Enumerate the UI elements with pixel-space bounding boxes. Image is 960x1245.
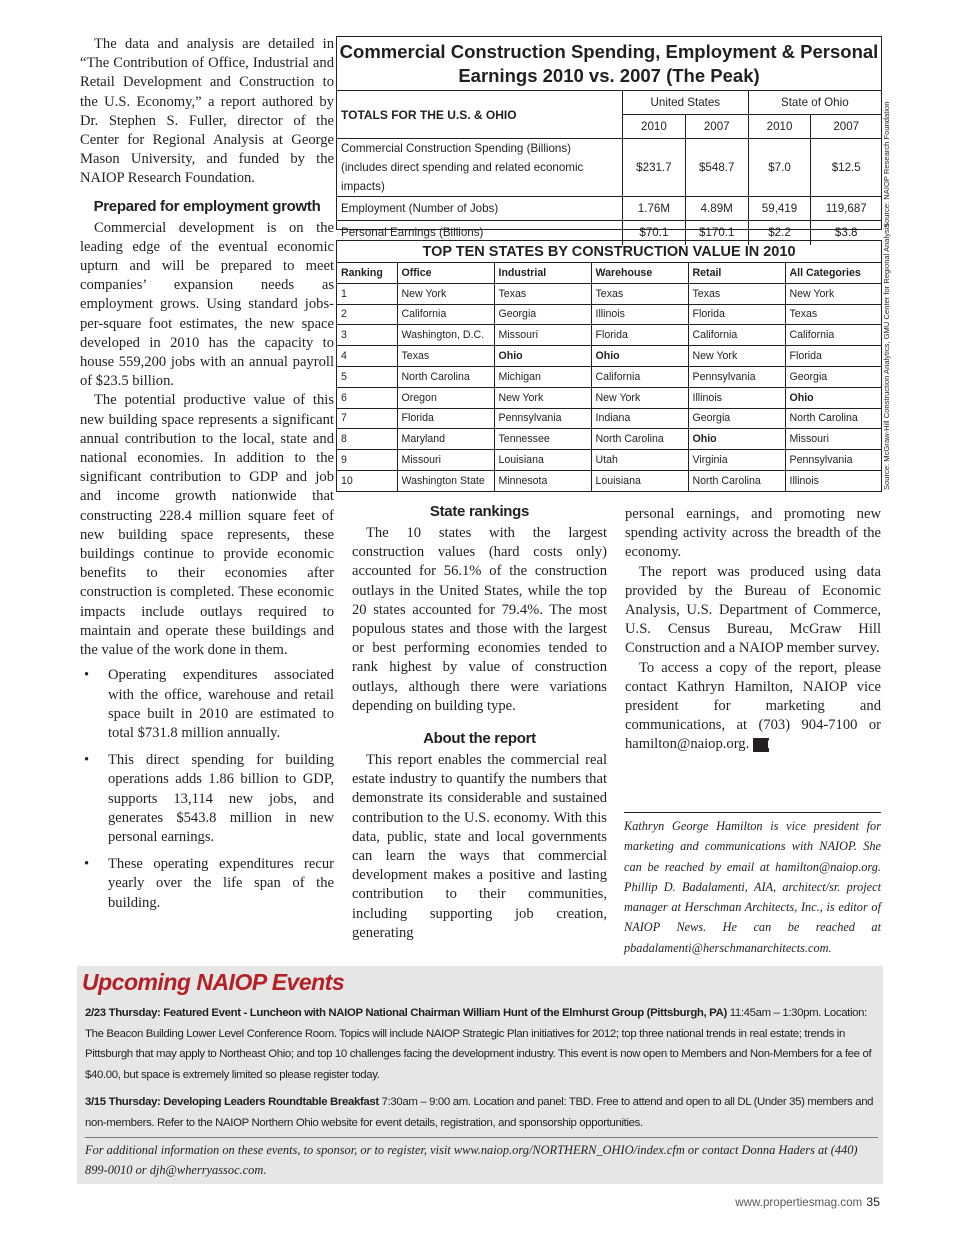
heading-state-rankings: State rankings (429, 503, 530, 520)
table-cell: 119,687 (811, 197, 881, 221)
paragraph: The report was produced using data provided by the Bureau of Economic Analysis, U.S. Department of Commerce, U.S. Census Bureau, McGraw Hill Construction and a NAIOP member survey. (625, 563, 881, 657)
table-row: 8 Maryland Tennessee North Carolina Ohio Missouri (337, 429, 881, 450)
table-cell: $548.7 (685, 139, 748, 197)
table-cell: $170.1 (685, 221, 748, 245)
row-label: Commercial Construction Spending (Billions) (341, 142, 572, 155)
year-header: 2007 (811, 115, 881, 139)
divider (85, 1137, 878, 1138)
heading-about-report: About the report (423, 730, 536, 748)
top-ten-states-table (336, 240, 882, 492)
table-title: TOP TEN STATES BY CONSTRUCTION VALUE IN 2010 (337, 241, 881, 263)
spending-employment-table (336, 36, 882, 240)
table-row: 2 California Georgia Illinois Florida Texas (337, 304, 881, 325)
group-header-us: United States (623, 91, 749, 115)
paragraph: personal earnings, and promoting new spending activity across the breadth of the economy. (625, 506, 881, 561)
paragraph: The 10 states with the largest construction values (hard costs only) accounted for 56.1% of the construction outlays in the United States, while the top 20 states accounted for 79.4%. The most populous states and those with the largest or best performing economies tended to rank highest by value of construction outlays, although there were variations depending on building type. (352, 525, 607, 714)
site-url: www.propertiesmag.com (735, 1196, 863, 1209)
rankings-table (337, 263, 881, 491)
events-footer: For additional information on these events, to sponsor, or to register, visit www.naiop.org/NORTHERN_OHIO/index.cfm or contact Donna Haders at (440) 899-0010 or djh@wherryassoc.com. (85, 1143, 858, 1177)
table-cell: $3.8 (811, 221, 881, 245)
table-row: 1 New York Texas Texas Texas New York (337, 283, 881, 304)
column-header: Warehouse (591, 263, 688, 283)
year-header: 2010 (623, 115, 686, 139)
table-cell: $231.7 (623, 139, 686, 197)
table-row: 7 Florida Pennsylvania Indiana Georgia North Carolina (337, 408, 881, 429)
row-label-note: (includes direct spending and related economic impacts) (341, 161, 584, 193)
table-row: 10 Washington State Minnesota Louisiana North Carolina Illinois (337, 470, 881, 490)
year-header: 2007 (685, 115, 748, 139)
group-header-ohio: State of Ohio (748, 91, 881, 115)
table-row: 9 Missouri Louisiana Utah Virginia Pennsylvania (337, 450, 881, 471)
column-header: Office (397, 263, 494, 283)
bullet-list (80, 666, 334, 912)
bullet-icon: • (84, 667, 90, 684)
table-row: 3 Washington, D.C. Missouri Florida California California (337, 325, 881, 346)
table-cell: 59,419 (748, 197, 811, 221)
column-3 (625, 505, 881, 755)
column-header: All Categories (785, 263, 881, 283)
table-cell: 4.89M (685, 197, 748, 221)
table-cell: $12.5 (811, 139, 881, 197)
table-row: 4 Texas Ohio Ohio New York Florida (337, 346, 881, 367)
table1-source: Source: NAIOP Research Foundation (882, 101, 891, 228)
column-1 (80, 35, 334, 921)
column-header: Ranking (337, 263, 397, 283)
column-header: Industrial (494, 263, 591, 283)
paragraph: Commercial development is on the leading edge of the eventual economic upturn and will be prepared to meet companies’ expansion needs as employment grows. Using standard jobs-per-square foot estimates, the new space developed in 2010 has the capacity to house 559,200 jobs with an annual payroll of $23.5 billion. (80, 219, 334, 390)
list-item: • These operating expenditures recur yearly over the life span of the building. (84, 856, 334, 911)
row-label: Employment (Number of Jobs) (337, 197, 623, 221)
table2-source: Source: McGraw-Hill Construction Analytics, GMU Center for Regional Analysis (882, 223, 891, 490)
bullet-icon: • (84, 752, 90, 769)
row-label: Personal Earnings (Billions) (337, 221, 623, 245)
paragraph: This report enables the commercial real estate industry to quantify the numbers that demonstrate its considerable and sustained contribution to the U.S. economy. With this data, public, state and local governments can learn the ways that commercial development makes a positive and lasting contribution to their communities, including supporting job creation, generating (352, 752, 607, 941)
page-footer (735, 1195, 880, 1209)
end-mark-icon: P (753, 738, 769, 752)
events-heading: Upcoming NAIOP Events (82, 969, 345, 995)
event-item: 3/15 Thursday: Developing Leaders Roundtable Breakfast 7:30am – 9:00 am. Location and panel: TBD. Free to attend and open to all DL (Under 35) members and non-members. Refer to the NAIOP Northern Ohio website for event details, registration, and sponsorship opportunities. (85, 1096, 874, 1129)
table-cell: $70.1 (623, 221, 686, 245)
totals-table (337, 90, 881, 245)
event-item: 2/23 Thursday: Featured Event - Luncheon with NAIOP National Chairman William Hunt of the Elmhurst Group (Pittsburgh, PA) 11:45am – 1:30pm. Location: The Beacon Building Lower Level Conference Room. Topics will include NAIOP Strategic Plan initiatives for 2012; top three national trends in real estate; trends in Pittsburgh that may apply to Northeast Ohio; and top 10 challenges facing the development industry. This event is now open to Members and Non-Members for a fee of $40.00, but space is extremely limited so please register today. (85, 1007, 872, 1082)
upcoming-events-box (77, 966, 883, 1184)
table-row (337, 197, 881, 221)
table-header-row (337, 263, 881, 283)
table-cell: $7.0 (748, 139, 811, 197)
page-number: 35 (866, 1195, 880, 1209)
heading-employment-growth: Prepared for employment growth (93, 197, 321, 215)
table-cell: $2.2 (748, 221, 811, 245)
paragraph: To access a copy of the report, please contact Kathryn Hamilton, NAIOP vice president for marketing and communications, at (703) 904-7100 or hamilton@naiop.org. P (625, 659, 881, 753)
bullet-icon: • (84, 856, 90, 873)
list-item: • Operating expenditures associated with the office, warehouse and retail space built in 2010 are estimated to total $731.8 million annually. (84, 667, 334, 741)
year-header: 2010 (748, 115, 811, 139)
list-item: • This direct spending for building operations adds 1.86 billion to GDP, supports 13,114 new jobs, and generates $543.8 million in new personal earnings. (84, 752, 334, 845)
table-row: 6 Oregon New York New York Illinois Ohio (337, 387, 881, 408)
table-row: 5 North Carolina Michigan California Pennsylvania Georgia (337, 366, 881, 387)
column-2 (352, 500, 607, 943)
intro-paragraph: The data and analysis are detailed in “The Contribution of Office, Industrial and Retail Development and Construction to the U.S. Economy,” a report authored by Dr. Stephen S. Fuller, director of the Center for Regional Analysis at George Mason University, and funded by the NAIOP Research Foundation. (80, 36, 334, 187)
table-left-header: TOTALS FOR THE U.S. & OHIO (337, 91, 623, 139)
column-header: Retail (688, 263, 785, 283)
table-title: Commercial Construction Spending, Employment & Personal Earnings 2010 vs. 2007 (The Peak) (339, 41, 879, 86)
table-cell: 1.76M (623, 197, 686, 221)
paragraph: The potential productive value of this new building space represents a significant annual contribution to the local, state and national economies. In addition to the significant contribution to GDP and job and income growth nationwide that constructing 228.4 million square feet of new building space represents, these buildings continue to provide economic benefits to their economies after construction is completed. These economic impacts include outlays required to maintain and operate these buildings and the value of the work done in them. (80, 392, 334, 659)
table-row (337, 139, 881, 197)
event-title: 3/15 Thursday: Developing Leaders Roundtable Breakfast (85, 1096, 379, 1108)
event-title: 2/23 Thursday: Featured Event - Luncheon with NAIOP National Chairman William Hunt of the Elmhurst Group (Pittsburgh, PA) (85, 1007, 727, 1019)
author-bio: Kathryn George Hamilton is vice president for marketing and communications with NAIOP. She can be reached by email at hamilton@naiop.org. Phillip D. Badalamenti, AIA, architect/sr. project manager at Herschman Architects, Inc., is editor of NAIOP News. He can be reached at pbadalamenti@herschmanarchitects.com. (624, 812, 881, 958)
